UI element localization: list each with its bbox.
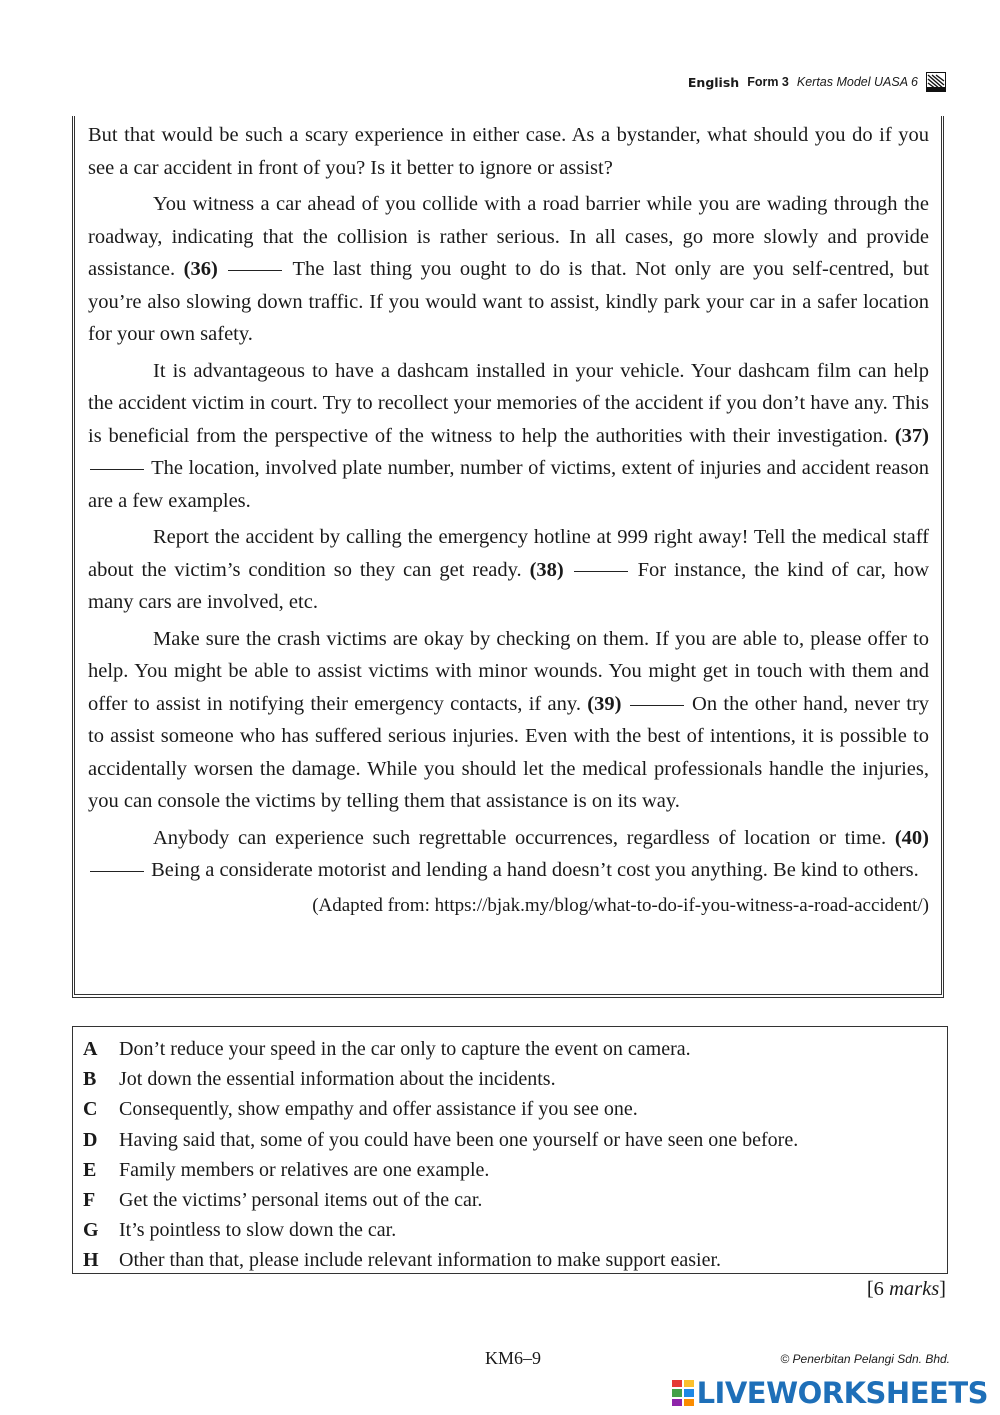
option-item bbox=[83, 1155, 937, 1185]
liveworksheets-logo-icon bbox=[672, 1380, 694, 1406]
option-text: Consequently, show empathy and offer assistance if you see one. bbox=[119, 1098, 638, 1121]
option-letter: A bbox=[83, 1038, 98, 1060]
option-letter: E bbox=[83, 1158, 97, 1181]
question-37-number: (37) bbox=[894, 424, 929, 447]
question-40-number: (40) bbox=[894, 826, 929, 849]
answer-blank-38[interactable] bbox=[574, 570, 628, 572]
passage-paragraph-4: Report the accident by calling the emergency hotline at 999 right away! Tell the medical staff about the victim’s condition so they can get ready. (38) For instance, the kind of car, how many cars are involved, etc. bbox=[88, 526, 930, 613]
option-item bbox=[83, 1125, 937, 1155]
option-item bbox=[83, 1215, 937, 1245]
option-text: Jot down the essential information about the incidents. bbox=[119, 1068, 556, 1091]
question-39-number: (39) bbox=[587, 692, 622, 715]
question-36-number: (36) bbox=[183, 258, 218, 280]
passage-paragraph-5: Make sure the crash victims are okay by checking on them. If you are able to, please offer to help. You might be able to assist victims with minor wounds. You might get in touch with them and offer to assist in notifying their emergency contacts, if any. (39) On the other hand, never try to assist someone who has suffered serious injuries. Even with the best of intentions, it is possible to accidentally worsen the damage. While you should let the medical professionals handle the injuries, you can console the victims by telling them that assistance is on its way. bbox=[88, 627, 930, 812]
source-citation: (Adapted from: https://bjak.my/blog/what-to-do-if-you-witness-a-road-accident/) bbox=[312, 894, 929, 916]
option-item bbox=[83, 1245, 937, 1275]
option-letter: C bbox=[83, 1098, 98, 1121]
option-item bbox=[83, 1094, 937, 1124]
passage-paragraph-1: But that would be such a scary experience in either case. As a bystander, what should you do if you see a car accident in front of you? Is it better to ignore or assist? bbox=[88, 124, 929, 179]
option-text: Get the victims’ personal items out of the car. bbox=[119, 1189, 483, 1212]
option-letter: F bbox=[83, 1189, 96, 1212]
option-letter: G bbox=[83, 1219, 99, 1242]
passage-paragraph-6: Anybody can experience such regrettable occurrences, regardless of location or time. (40) Being a considerate motorist and lending a hand doesn’t cost you anything. Be kind to others. bbox=[88, 822, 929, 887]
option-text: Having said that, some of you could have been one yourself or have seen one before. bbox=[119, 1128, 799, 1151]
question-38-number: (38) bbox=[529, 558, 564, 581]
page-header bbox=[688, 72, 946, 92]
copyright-notice: © Penerbitan Pelangi Sdn. Bhd. bbox=[780, 1352, 950, 1366]
answer-options bbox=[72, 1026, 948, 1274]
option-letter: B bbox=[83, 1068, 97, 1091]
passage-paragraph-2: You witness a car ahead of you collide with a road barrier while you are wading through the roadway, indicating that the collision is rather serious. In all cases, go more slowly and provide assistance. (36) The last thing you ought to do is that. Not only are you self-centred, but you’re also slowing down traffic. If you would want to assist, kindly park your car in a safer location for your own safety. bbox=[88, 193, 930, 345]
option-text: Other than that, please include relevant information to make support easier. bbox=[119, 1249, 722, 1272]
publisher-logo-icon bbox=[926, 72, 946, 92]
marks-label: [6 marks] bbox=[866, 1278, 946, 1300]
reading-passage bbox=[72, 116, 944, 998]
form-label: Form 3 bbox=[747, 75, 789, 89]
option-item bbox=[83, 1185, 937, 1215]
passage-paragraph-3: It is advantageous to have a dashcam installed in your vehicle. Your dashcam film can help the accident victim in court. Try to recollect your memories of the accident if you don’t have any. This is beneficial from the perspective of the witness to help the authorities with their investigation. (37) The location, involved plate number, number of victims, extent of injuries and accident reason are a few examples. bbox=[88, 359, 929, 512]
option-item bbox=[83, 1064, 937, 1094]
liveworksheets-brand bbox=[672, 1376, 988, 1410]
option-letter: H bbox=[83, 1249, 99, 1272]
page-number: KM6–9 bbox=[485, 1348, 542, 1368]
option-text: It’s pointless to slow down the car. bbox=[119, 1219, 397, 1242]
option-item bbox=[83, 1034, 937, 1064]
brand-name: LIVEWORKSHEETS bbox=[696, 1376, 988, 1410]
paper-label: Kertas Model UASA 6 bbox=[796, 75, 918, 89]
subject-label: English bbox=[687, 74, 740, 90]
option-letter: D bbox=[83, 1128, 98, 1151]
answer-blank-37[interactable] bbox=[90, 468, 144, 470]
answer-blank-36[interactable] bbox=[228, 269, 282, 271]
option-text: Family members or relatives are one example. bbox=[119, 1158, 490, 1181]
answer-blank-40[interactable] bbox=[90, 870, 144, 872]
option-text: Don’t reduce your speed in the car only to capture the event on camera. bbox=[119, 1038, 691, 1060]
answer-blank-39[interactable] bbox=[630, 704, 684, 706]
